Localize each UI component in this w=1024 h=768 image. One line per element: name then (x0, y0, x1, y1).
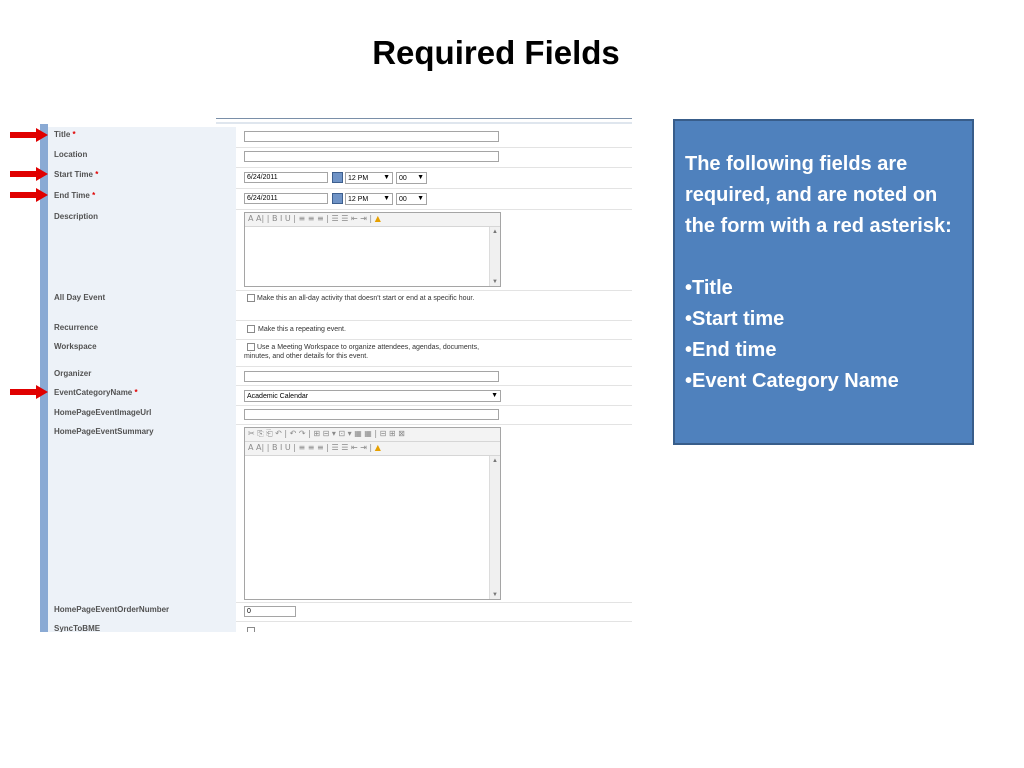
recurrence-row (48, 320, 632, 340)
summary-label: HomePageEventSummary (48, 424, 236, 602)
order-number-input[interactable]: 0 (244, 606, 296, 617)
organizer-row (48, 366, 632, 386)
organizer-label: Organizer (48, 366, 236, 385)
scroll-up-icon[interactable]: ▲ (492, 458, 498, 464)
sync-checkbox[interactable] (247, 627, 255, 632)
description-label: Description (48, 209, 236, 290)
start-minute-select[interactable]: 00 ▼ (396, 172, 427, 184)
all-day-label: All Day Event (48, 290, 236, 320)
form-screenshot (40, 118, 632, 632)
calendar-icon[interactable] (332, 193, 343, 204)
location-row (48, 147, 632, 168)
all-day-text: Make this an all-day activity that doesn't start or end at a specific hour. (257, 295, 475, 302)
required-arrow-event-category (10, 385, 48, 399)
required-asterisk: * (72, 130, 76, 139)
recurrence-text: Make this a repeating event. (258, 326, 346, 333)
workspace-row (48, 339, 632, 367)
event-category-select[interactable]: Academic Calendar ▼ (244, 390, 501, 402)
chevron-down-icon: ▼ (383, 174, 390, 181)
scrollbar[interactable] (489, 227, 500, 286)
sync-row (48, 621, 632, 632)
rte-edit-toolbar[interactable]: ✂ ⎘ ⎗ ↶ | ↶ ↷ | ⊞ ⊟ ▾ ⊡ ▾ ▦ ▦ | ⊟ ⊞ ⊠ (245, 428, 500, 442)
end-time-row (48, 188, 632, 210)
new-event-form (48, 124, 632, 632)
title-label: Title * (48, 127, 236, 147)
chevron-down-icon: ▼ (417, 195, 424, 202)
order-number-label: HomePageEventOrderNumber (48, 602, 236, 621)
description-editor[interactable] (244, 212, 501, 287)
all-day-row (48, 290, 632, 321)
summary-editor[interactable] (244, 427, 501, 600)
font-color-icon[interactable]: ▲ (374, 214, 381, 223)
chevron-down-icon: ▼ (491, 392, 498, 399)
end-hour-select[interactable]: 12 PM ▼ (345, 193, 393, 205)
workspace-text: Use a Meeting Workspace to organize attendees, agendas, documents, minutes, and other details for this event. (244, 344, 480, 360)
calendar-icon[interactable] (332, 172, 343, 183)
list-item: •End time (685, 339, 777, 361)
event-category-row (48, 385, 632, 406)
start-time-row (48, 167, 632, 189)
chevron-down-icon: ▼ (383, 195, 390, 202)
recurrence-checkbox[interactable] (247, 325, 255, 333)
slide-title: Required Fields (372, 34, 620, 71)
list-item: •Start time (685, 308, 785, 330)
summary-row (48, 424, 632, 603)
list-item: •Event Category Name (685, 370, 899, 392)
recurrence-label: Recurrence (48, 320, 236, 339)
list-item: •Title (685, 277, 733, 299)
end-minute-select[interactable]: 00 ▼ (396, 193, 427, 205)
description-row (48, 209, 632, 291)
font-color-icon[interactable]: ▲ (374, 443, 381, 452)
scroll-down-icon[interactable]: ▼ (492, 592, 498, 598)
order-number-row (48, 602, 632, 622)
organizer-input[interactable] (244, 371, 499, 382)
rte-format-toolbar[interactable]: A A| | B I U | ≡ ≡ ≡ | ☰ ☰ ⇤ ⇥ | ▲ (245, 213, 500, 227)
workspace-label: Workspace (48, 339, 236, 366)
required-arrow-start-time (10, 167, 48, 181)
location-label: Location (48, 147, 236, 167)
sync-label: SyncToBME (48, 621, 236, 632)
title-input[interactable] (244, 131, 499, 142)
required-arrow-title (10, 128, 48, 142)
start-time-label: Start Time * (48, 167, 236, 188)
rte-format-toolbar[interactable]: A A| | B I U | ≡ ≡ ≡ | ☰ ☰ ⇤ ⇥ | ▲ (245, 442, 500, 456)
required-fields-list (685, 273, 962, 397)
image-url-row (48, 405, 632, 425)
required-fields-callout (673, 119, 974, 445)
scroll-down-icon[interactable]: ▼ (492, 279, 498, 285)
required-arrow-end-time (10, 188, 48, 202)
scrollbar[interactable] (489, 456, 500, 599)
required-asterisk: * (134, 388, 138, 397)
start-hour-select[interactable]: 12 PM ▼ (345, 172, 393, 184)
end-date-input[interactable]: 6/24/2011 (244, 193, 328, 204)
required-asterisk: * (95, 170, 99, 179)
chevron-down-icon: ▼ (417, 174, 424, 181)
required-asterisk: * (92, 191, 96, 200)
end-time-label: End Time * (48, 188, 236, 209)
image-url-label: HomePageEventImageUrl (48, 405, 236, 424)
callout-text: The following fields are required, and are noted on the form with a red asterisk: (685, 153, 952, 237)
image-url-input[interactable] (244, 409, 499, 420)
start-date-input[interactable]: 6/24/2011 (244, 172, 328, 183)
location-input[interactable] (244, 151, 499, 162)
scroll-up-icon[interactable]: ▲ (492, 229, 498, 235)
event-category-label: EventCategoryName * (48, 385, 236, 405)
title-row (48, 127, 632, 148)
top-border (216, 118, 632, 119)
